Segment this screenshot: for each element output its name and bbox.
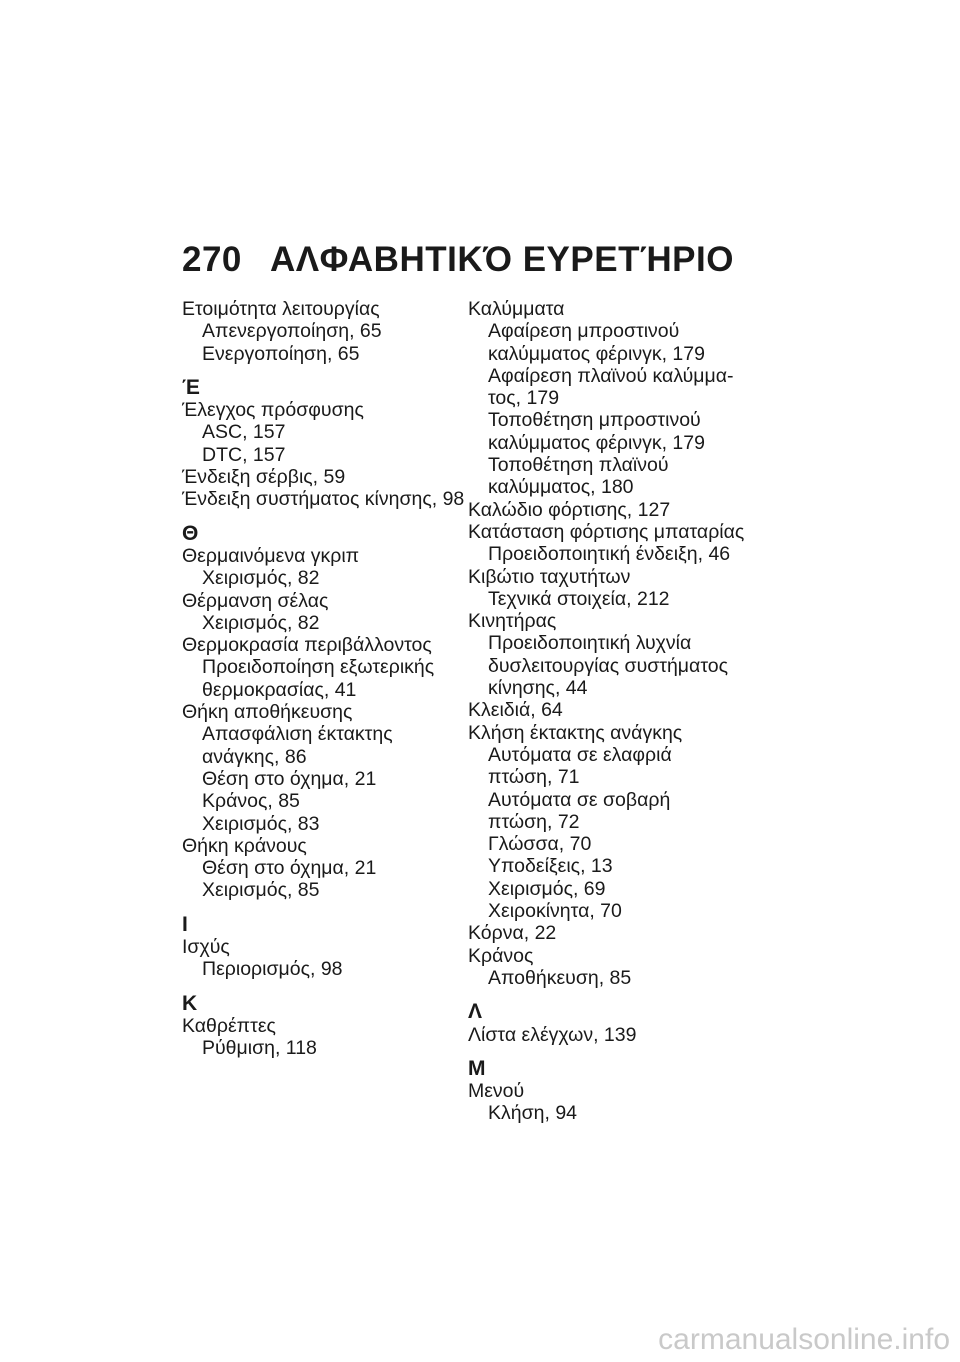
index-subentry: πτώση, 71 (488, 766, 580, 789)
index-subentry: Προειδοποιητική ένδειξη, 46 (488, 543, 731, 566)
index-subentry: Ενεργοποίηση, 65 (202, 342, 360, 365)
index-entry: Έλεγχος πρόσφυσης (182, 399, 364, 422)
index-section-letter: Λ (468, 1000, 483, 1024)
index-subentry: Χειρισμός, 83 (202, 812, 320, 835)
index-subentry: Θέση στο όχημα, 21 (202, 767, 377, 790)
index-subentry: Τεχνικά στοιχεία, 212 (488, 587, 670, 610)
index-entry: Καλύμματα (468, 298, 565, 320)
index-entry: Ένδειξη συστήματος κίνησης, 98 (182, 488, 465, 511)
index-entry: Κλήση έκτακτης ανάγκης (468, 721, 683, 744)
index-subentry: Χειρισμός, 82 (202, 567, 320, 590)
index-entry: Ένδειξη σέρβις, 59 (182, 466, 346, 489)
index-entry: Κλειδιά, 64 (468, 699, 563, 722)
index-entry: Ισχύς (182, 936, 230, 959)
index-entry: Θέρμανση σέλας (182, 589, 329, 612)
page-number: 270 (182, 240, 242, 279)
index-entry: Κόρνα, 22 (468, 922, 557, 945)
index-subentry: πτώση, 72 (488, 810, 580, 833)
index-subentry: Τοποθέτηση μπροστινού (488, 409, 701, 432)
index-subentry: Θέση στο όχημα, 21 (202, 857, 377, 880)
index-entry: Μενού (468, 1080, 525, 1103)
index-subentry: Χειρισμός, 69 (488, 877, 606, 900)
index-section-letter: Θ (182, 521, 199, 545)
page-header (182, 238, 734, 282)
index-subentry: κίνησης, 44 (488, 677, 588, 700)
index-subentry: Κλήση, 94 (488, 1102, 578, 1125)
page-title: ΑΛΦΑΒΗΤΙΚΌ ΕΥΡΕΤΉΡΙΟ (270, 240, 734, 279)
index-subentry: Περιορισμός, 98 (202, 958, 343, 981)
index-section-letter: Έ (182, 375, 200, 399)
index-subentry: Αφαίρεση μπροστινού (488, 320, 680, 343)
index-subentry: ανάγκης, 86 (202, 745, 307, 768)
index-section-letter: Ι (182, 912, 188, 936)
index-entry: Κράνος (468, 944, 534, 967)
index-entry: Καθρέπτες (182, 1014, 276, 1037)
index-subentry: Γλώσσα, 70 (488, 833, 592, 856)
index-subentry: Χειροκίνητα, 70 (488, 900, 622, 923)
index-subentry: Τοποθέτηση πλαϊνού (488, 454, 669, 477)
index-entry: Λίστα ελέγχων, 139 (468, 1023, 637, 1046)
index-subentry: καλύμματος φέρινγκ, 179 (488, 342, 705, 365)
index-subentry: Αφαίρεση πλαϊνού καλύμμα- (488, 364, 734, 387)
index-subentry: τος, 179 (488, 387, 560, 410)
index-column-left (182, 298, 464, 1060)
index-column-right (468, 298, 744, 1125)
index-subentry: Υποδείξεις, 13 (488, 855, 613, 878)
index-subentry: Προειδοποίηση εξωτερικής (202, 656, 435, 679)
index-entry: Ετοιμότητα λειτουργίας (182, 298, 380, 320)
index-subentry: Κράνος, 85 (202, 790, 300, 813)
index-section-letter: Κ (182, 991, 198, 1015)
index-subentry: Απασφάλιση έκτακτης (202, 723, 393, 746)
index-subentry: Ρύθμιση, 118 (202, 1037, 317, 1060)
index-entry: Κατάσταση φόρτισης μπαταρίας (468, 520, 745, 543)
index-entry: Θήκη αποθήκευσης (182, 701, 353, 724)
index-entry: Θερμοκρασία περιβάλλοντος (182, 634, 432, 657)
index-subentry: καλύμματος φέρινγκ, 179 (488, 431, 705, 454)
index-subentry: Αποθήκευση, 85 (488, 966, 632, 989)
index-subentry: καλύμματος, 180 (488, 476, 634, 499)
index-entry: Θερμαινόμενα γκριπ (182, 544, 360, 567)
index-subentry: Αυτόματα σε σοβαρή (488, 788, 671, 811)
index-subentry: Χειρισμός, 85 (202, 879, 320, 902)
index-subentry: Απενεργοποίηση, 65 (202, 320, 382, 343)
index-subentry: Προειδοποιητική λυχνία (488, 632, 692, 655)
index-entry: Θήκη κράνους (182, 834, 307, 857)
index-subentry: θερμοκρασίας, 41 (202, 678, 357, 701)
index-entry: Καλώδιο φόρτισης, 127 (468, 498, 671, 521)
index-entry: Κιβώτιο ταχυτήτων (468, 565, 631, 588)
index-subentry: ASC, 157 (202, 421, 286, 444)
index-subentry: Αυτόματα σε ελαφριά (488, 743, 672, 766)
index-subentry: Χειρισμός, 82 (202, 611, 320, 634)
index-entry: Κινητήρας (468, 610, 557, 633)
watermark: carmanualsonline.info (658, 1323, 950, 1356)
index-subentry: DTC, 157 (202, 443, 286, 466)
index-subentry: δυσλειτουργίας συστήματος (488, 654, 728, 677)
index-section-letter: Μ (468, 1056, 486, 1080)
